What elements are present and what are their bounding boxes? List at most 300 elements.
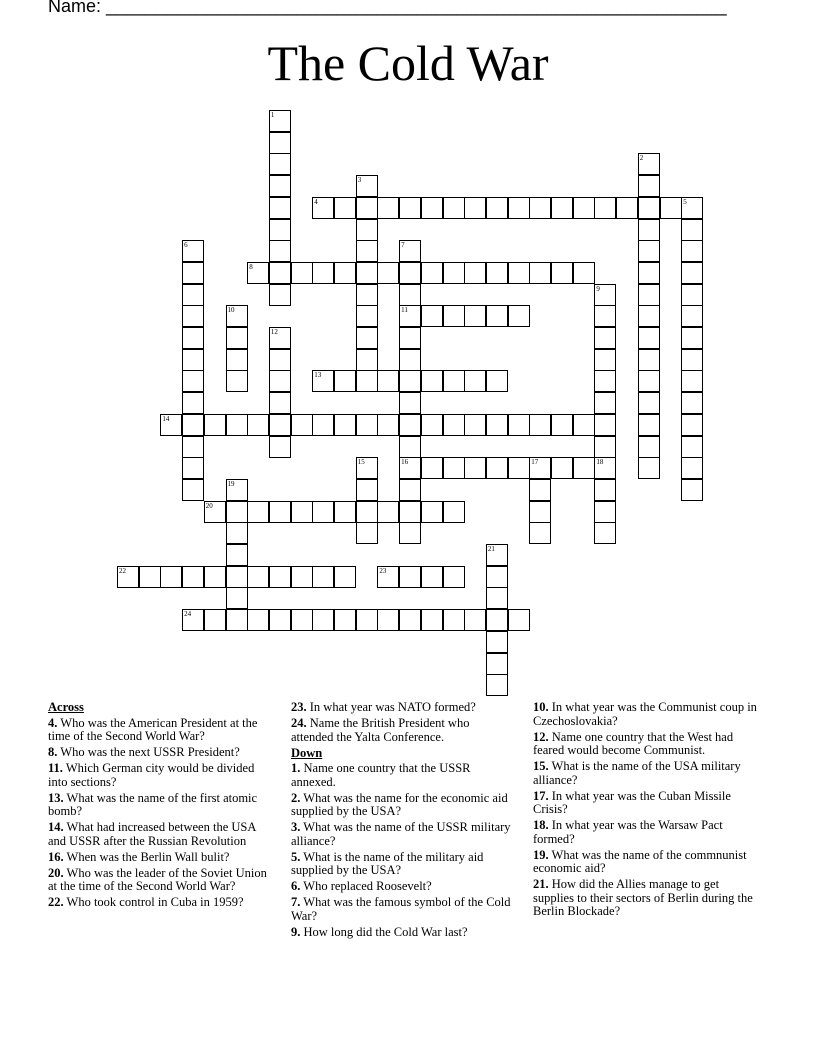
- grid-cell[interactable]: [638, 436, 660, 458]
- down-heading: Down: [291, 745, 323, 760]
- grid-cell[interactable]: [594, 284, 616, 306]
- clue-number: 14.: [48, 820, 64, 834]
- grid-cell[interactable]: [681, 436, 703, 458]
- clues-column-1: [48, 701, 270, 912]
- grid-cell[interactable]: [486, 197, 508, 219]
- clue-text: In what year was NATO formed?: [306, 700, 476, 714]
- grid-cell[interactable]: [594, 392, 616, 414]
- grid-cell[interactable]: [508, 414, 530, 436]
- grid-cell[interactable]: [182, 370, 204, 392]
- grid-cell[interactable]: [486, 370, 508, 392]
- grid-cell[interactable]: [399, 566, 421, 588]
- clue-number: 24.: [291, 716, 307, 730]
- grid-cell[interactable]: [139, 566, 161, 588]
- grid-cell[interactable]: [269, 327, 291, 349]
- grid-cell[interactable]: [226, 327, 248, 349]
- grid-cell[interactable]: [377, 501, 399, 523]
- grid-cell[interactable]: [399, 522, 421, 544]
- grid-cell[interactable]: [182, 414, 204, 436]
- grid-cell[interactable]: [226, 544, 248, 566]
- grid-cell[interactable]: [573, 262, 595, 284]
- across-clue: [291, 701, 513, 715]
- grid-cell[interactable]: [334, 501, 356, 523]
- grid-cell[interactable]: [638, 262, 660, 284]
- grid-cell[interactable]: [681, 392, 703, 414]
- grid-cell[interactable]: [334, 262, 356, 284]
- clue-number: 24: [184, 610, 192, 619]
- grid-cell[interactable]: [399, 479, 421, 501]
- grid-cell[interactable]: [226, 522, 248, 544]
- grid-cell[interactable]: [594, 305, 616, 327]
- across-clue: [291, 717, 513, 744]
- grid-cell[interactable]: [681, 327, 703, 349]
- grid-cell[interactable]: [421, 262, 443, 284]
- down-clue: [533, 849, 761, 876]
- grid-cell[interactable]: [529, 457, 551, 479]
- grid-cell[interactable]: [443, 305, 465, 327]
- grid-cell[interactable]: [399, 327, 421, 349]
- grid-cell[interactable]: [399, 609, 421, 631]
- grid-cell[interactable]: [269, 392, 291, 414]
- grid-cell[interactable]: [594, 327, 616, 349]
- clue-number: 2.: [291, 790, 301, 805]
- grid-cell[interactable]: [594, 370, 616, 392]
- grid-cell[interactable]: [551, 457, 573, 479]
- clue-text: Name one country that the USSR annexed.: [291, 761, 471, 789]
- clue-number: 20.: [48, 865, 64, 880]
- clue-text: What had increased between the USA and USSR after the Russian Revolution: [48, 820, 256, 848]
- grid-cell[interactable]: [529, 501, 551, 523]
- clue-number: 10: [227, 306, 235, 315]
- grid-cell[interactable]: [356, 479, 378, 501]
- grid-cell[interactable]: [573, 197, 595, 219]
- grid-cell[interactable]: [334, 197, 356, 219]
- across-clue: [48, 717, 270, 744]
- grid-cell[interactable]: [356, 522, 378, 544]
- grid-cell[interactable]: [443, 414, 465, 436]
- clues-column-2: [291, 701, 513, 942]
- grid-cell[interactable]: [377, 566, 399, 588]
- clue-text: Which German city would be divided into sections?: [48, 761, 255, 789]
- grid-cell[interactable]: [638, 414, 660, 436]
- clue-number: 12.: [533, 729, 549, 744]
- grid-cell[interactable]: [660, 197, 682, 219]
- grid-cell[interactable]: [182, 349, 204, 371]
- grid-cell[interactable]: [204, 566, 226, 588]
- grid-cell[interactable]: [312, 370, 334, 392]
- clue-number: 15.: [533, 759, 549, 773]
- grid-cell[interactable]: [486, 544, 508, 566]
- clue-text: What was the name of the first atomic bomb?: [48, 790, 258, 818]
- grid-cell[interactable]: [204, 501, 226, 523]
- clue-number: 1: [270, 111, 275, 119]
- grid-cell[interactable]: [399, 197, 421, 219]
- grid-cell[interactable]: [594, 414, 616, 436]
- grid-cell[interactable]: [681, 479, 703, 501]
- grid-cell[interactable]: [399, 262, 421, 284]
- grid-cell[interactable]: [334, 414, 356, 436]
- clue-number: 22: [119, 566, 126, 575]
- clue-text: What was the name of the commnunist economic aid?: [533, 847, 747, 875]
- grid-cell[interactable]: [226, 479, 248, 501]
- grid-cell[interactable]: [356, 305, 378, 327]
- grid-cell[interactable]: [681, 262, 703, 284]
- grid-cell[interactable]: [356, 327, 378, 349]
- grid-cell[interactable]: [312, 501, 334, 523]
- grid-cell[interactable]: [269, 153, 291, 175]
- clue-text: What was the name of the USSR military alliance?: [291, 820, 511, 848]
- grid-cell[interactable]: [182, 566, 204, 588]
- grid-cell[interactable]: [551, 262, 573, 284]
- clue-number: 7: [401, 241, 405, 250]
- clue-number: 6: [184, 241, 188, 250]
- grid-cell[interactable]: [160, 414, 182, 436]
- grid-cell[interactable]: [638, 153, 660, 175]
- clue-text: How long did the Cold War last?: [300, 924, 468, 939]
- grid-cell[interactable]: [529, 479, 551, 501]
- clue-text: In what year was the Cuban Missile Crisis?: [533, 788, 731, 816]
- grid-cell[interactable]: [551, 197, 573, 219]
- grid-cell[interactable]: [486, 674, 508, 696]
- grid-cell[interactable]: [681, 349, 703, 371]
- grid-cell[interactable]: [291, 566, 313, 588]
- grid-cell[interactable]: [226, 414, 248, 436]
- clue-text: Who was the American President at the time of the Second World War?: [48, 715, 258, 743]
- grid-cell[interactable]: [269, 262, 291, 284]
- grid-cell[interactable]: [638, 457, 660, 479]
- clue-text: How did the Allies manage to get supplies to their sectors of Berlin during the Berlin Blockade?: [533, 877, 753, 918]
- grid-cell[interactable]: [182, 284, 204, 306]
- grid-cell[interactable]: [269, 349, 291, 371]
- grid-cell[interactable]: [226, 609, 248, 631]
- grid-cell[interactable]: [226, 349, 248, 371]
- grid-cell[interactable]: [399, 370, 421, 392]
- clue-number: 20: [205, 501, 213, 510]
- clue-text: In what year was the Communist coup in Czechoslovakia?: [533, 700, 757, 728]
- grid-cell[interactable]: [681, 414, 703, 436]
- grid-cell[interactable]: [399, 436, 421, 458]
- grid-cell[interactable]: [508, 197, 530, 219]
- grid-cell[interactable]: [399, 240, 421, 262]
- grid-cell[interactable]: [226, 370, 248, 392]
- down-clue: [533, 760, 761, 787]
- grid-cell[interactable]: [182, 392, 204, 414]
- down-clue: [291, 880, 513, 894]
- grid-cell[interactable]: [443, 501, 465, 523]
- grid-cell[interactable]: [638, 197, 660, 219]
- grid-cell[interactable]: [182, 327, 204, 349]
- page-title: The Cold War: [267, 35, 549, 91]
- grid-cell[interactable]: [443, 370, 465, 392]
- down-clue: [291, 851, 513, 878]
- clue-text: What is the name of the USA military alliance?: [533, 759, 741, 787]
- grid-cell[interactable]: [204, 414, 226, 436]
- across-clue: [48, 867, 270, 894]
- clue-number: 2: [639, 154, 644, 163]
- clue-number: 15: [357, 458, 365, 467]
- clue-text: Who replaced Roosevelt?: [300, 879, 432, 893]
- grid-cell[interactable]: [594, 501, 616, 523]
- grid-cell[interactable]: [182, 262, 204, 284]
- grid-cell[interactable]: [269, 609, 291, 631]
- grid-cell[interactable]: [486, 566, 508, 588]
- grid-cell[interactable]: [399, 305, 421, 327]
- down-clue: [291, 896, 513, 923]
- grid-cell[interactable]: [312, 262, 334, 284]
- grid-cell[interactable]: [399, 392, 421, 414]
- grid-cell[interactable]: [182, 240, 204, 262]
- across-clue: [48, 821, 270, 848]
- grid-cell[interactable]: [356, 457, 378, 479]
- grid-cell[interactable]: [356, 197, 378, 219]
- grid-cell[interactable]: [464, 262, 486, 284]
- down-clue: [533, 731, 761, 758]
- grid-cell[interactable]: [486, 457, 508, 479]
- grid-cell[interactable]: [464, 414, 486, 436]
- grid-cell[interactable]: [399, 349, 421, 371]
- grid-cell[interactable]: [421, 197, 443, 219]
- grid-cell[interactable]: [681, 219, 703, 241]
- clue-number: 19: [227, 479, 235, 488]
- grid-cell[interactable]: [182, 436, 204, 458]
- grid-cell[interactable]: [356, 370, 378, 392]
- grid-cell[interactable]: [226, 587, 248, 609]
- grid-cell[interactable]: [508, 262, 530, 284]
- grid-cell[interactable]: [616, 197, 638, 219]
- grid-cell[interactable]: [269, 132, 291, 154]
- grid-cell[interactable]: [529, 414, 551, 436]
- grid-cell[interactable]: [247, 501, 269, 523]
- grid-cell[interactable]: [377, 414, 399, 436]
- grid-cell[interactable]: [464, 457, 486, 479]
- grid-cell[interactable]: [529, 262, 551, 284]
- grid-cell[interactable]: [681, 457, 703, 479]
- clue-text: When was the Berlin Wall bulit?: [63, 849, 230, 864]
- grid-cell[interactable]: [638, 349, 660, 371]
- grid-cell[interactable]: [551, 414, 573, 436]
- grid-cell[interactable]: [421, 501, 443, 523]
- grid-cell[interactable]: [681, 370, 703, 392]
- grid-cell[interactable]: [421, 457, 443, 479]
- grid-cell[interactable]: [356, 284, 378, 306]
- clue-text: In what year was the Warsaw Pact formed?: [533, 818, 723, 846]
- grid-cell[interactable]: [269, 284, 291, 306]
- grid-cell[interactable]: [508, 609, 530, 631]
- grid-cell[interactable]: [508, 305, 530, 327]
- grid-cell[interactable]: [399, 284, 421, 306]
- grid-cell[interactable]: [204, 609, 226, 631]
- grid-cell[interactable]: [508, 457, 530, 479]
- clue-text: What is the name of the military aid supplied by the USA?: [291, 849, 484, 877]
- grid-cell[interactable]: [594, 349, 616, 371]
- grid-cell[interactable]: [486, 305, 508, 327]
- grid-cell[interactable]: [638, 370, 660, 392]
- clue-number: 19.: [533, 847, 549, 862]
- grid-cell[interactable]: [681, 284, 703, 306]
- grid-cell[interactable]: [638, 305, 660, 327]
- grid-cell[interactable]: [573, 414, 595, 436]
- down-clue: [533, 790, 761, 817]
- down-clue: [291, 792, 513, 819]
- grid-cell[interactable]: [356, 501, 378, 523]
- grid-cell[interactable]: [681, 305, 703, 327]
- grid-cell[interactable]: [247, 566, 269, 588]
- grid-cell[interactable]: [377, 370, 399, 392]
- grid-cell[interactable]: [356, 414, 378, 436]
- grid-cell[interactable]: [681, 197, 703, 219]
- clue-text: Who was the leader of the Soviet Union at the time of the Second World War?: [48, 865, 267, 893]
- grid-cell[interactable]: [356, 240, 378, 262]
- grid-cell[interactable]: [269, 219, 291, 241]
- grid-cell[interactable]: [356, 349, 378, 371]
- grid-cell[interactable]: [594, 197, 616, 219]
- grid-cell[interactable]: [464, 370, 486, 392]
- grid-cell[interactable]: [421, 609, 443, 631]
- grid-cell[interactable]: [638, 175, 660, 197]
- clue-number: 12: [270, 328, 278, 336]
- grid-cell[interactable]: [486, 631, 508, 653]
- grid-cell[interactable]: [486, 609, 508, 631]
- clue-number: 17.: [533, 788, 549, 803]
- grid-cell[interactable]: [226, 566, 248, 588]
- grid-cell[interactable]: [160, 566, 182, 588]
- grid-cell[interactable]: [312, 566, 334, 588]
- grid-cell[interactable]: [117, 566, 139, 588]
- grid-cell[interactable]: [269, 197, 291, 219]
- clue-number: 9: [596, 284, 600, 293]
- clue-number: 10.: [533, 700, 549, 714]
- grid-cell[interactable]: [399, 501, 421, 523]
- grid-cell[interactable]: [638, 327, 660, 349]
- grid-cell[interactable]: [421, 566, 443, 588]
- clue-number: 16.: [48, 849, 64, 864]
- grid-cell[interactable]: [291, 262, 313, 284]
- grid-cell[interactable]: [486, 414, 508, 436]
- grid-cell[interactable]: [638, 219, 660, 241]
- grid-cell[interactable]: [312, 197, 334, 219]
- across-clue: [48, 792, 270, 819]
- clue-number: 14: [162, 414, 170, 423]
- clue-number: 22.: [48, 895, 64, 909]
- grid-cell[interactable]: [443, 262, 465, 284]
- clue-text: Name one country that the West had feared would become Communist.: [533, 729, 734, 757]
- clue-number: 6.: [291, 879, 301, 893]
- grid-cell[interactable]: [421, 305, 443, 327]
- clue-number: 7.: [291, 895, 301, 909]
- grid-cell[interactable]: [269, 566, 291, 588]
- grid-cell[interactable]: [573, 457, 595, 479]
- grid-cell[interactable]: [291, 414, 313, 436]
- grid-cell[interactable]: [443, 457, 465, 479]
- grid-cell[interactable]: [399, 414, 421, 436]
- grid-cell[interactable]: [226, 305, 248, 327]
- grid-cell[interactable]: [226, 501, 248, 523]
- grid-cell[interactable]: [182, 479, 204, 501]
- clue-number: 3.: [291, 820, 301, 834]
- grid-cell[interactable]: [334, 370, 356, 392]
- grid-cell[interactable]: [247, 414, 269, 436]
- grid-cell[interactable]: [529, 522, 551, 544]
- grid-cell[interactable]: [486, 262, 508, 284]
- grid-cell[interactable]: [334, 566, 356, 588]
- grid-cell[interactable]: [269, 110, 291, 132]
- grid-cell[interactable]: [486, 653, 508, 675]
- grid-cell[interactable]: [269, 370, 291, 392]
- grid-cell[interactable]: [312, 414, 334, 436]
- grid-cell[interactable]: [464, 609, 486, 631]
- grid-cell[interactable]: [443, 197, 465, 219]
- clue-number: 8.: [48, 745, 58, 759]
- clue-number: 5.: [291, 849, 301, 864]
- grid-cell[interactable]: [464, 197, 486, 219]
- grid-cell[interactable]: [182, 305, 204, 327]
- grid-cell[interactable]: [594, 479, 616, 501]
- name-field[interactable]: Name: ______________________________________________________________: [48, 0, 727, 16]
- grid-cell[interactable]: [182, 457, 204, 479]
- clue-number: 4: [314, 197, 318, 206]
- grid-cell[interactable]: [269, 414, 291, 436]
- grid-cell[interactable]: [421, 370, 443, 392]
- grid-cell[interactable]: [291, 501, 313, 523]
- grid-cell[interactable]: [443, 566, 465, 588]
- grid-cell[interactable]: [399, 457, 421, 479]
- grid-cell[interactable]: [681, 240, 703, 262]
- grid-cell[interactable]: [638, 392, 660, 414]
- grid-cell[interactable]: [269, 175, 291, 197]
- grid-cell[interactable]: [356, 175, 378, 197]
- grid-cell[interactable]: [356, 609, 378, 631]
- clue-number: 21.: [533, 877, 549, 891]
- grid-cell[interactable]: [377, 262, 399, 284]
- grid-cell[interactable]: [486, 587, 508, 609]
- grid-cell[interactable]: [377, 609, 399, 631]
- across-clue: [48, 746, 270, 760]
- grid-cell[interactable]: [443, 609, 465, 631]
- grid-cell[interactable]: [377, 197, 399, 219]
- grid-cell[interactable]: [464, 305, 486, 327]
- grid-cell[interactable]: [334, 609, 356, 631]
- grid-cell[interactable]: [312, 609, 334, 631]
- grid-cell[interactable]: [421, 414, 443, 436]
- clue-number: 4.: [48, 715, 58, 730]
- clue-number: 13.: [48, 790, 64, 805]
- clue-number: 18.: [533, 818, 549, 832]
- clue-number: 17: [531, 458, 539, 467]
- grid-cell[interactable]: [356, 262, 378, 284]
- across-clue: [48, 896, 270, 910]
- across-heading: Across: [48, 700, 84, 714]
- grid-cell[interactable]: [638, 240, 660, 262]
- grid-cell[interactable]: [269, 501, 291, 523]
- grid-cell[interactable]: [594, 436, 616, 458]
- grid-cell[interactable]: [291, 609, 313, 631]
- grid-cell[interactable]: [247, 262, 269, 284]
- grid-cell[interactable]: [247, 609, 269, 631]
- clue-number: 5: [683, 197, 687, 206]
- down-clue: [533, 878, 761, 919]
- grid-cell[interactable]: [529, 197, 551, 219]
- grid-cell[interactable]: [269, 436, 291, 458]
- clue-number: 3: [357, 176, 362, 185]
- grid-cell[interactable]: [594, 457, 616, 479]
- clue-number: 18: [596, 458, 604, 467]
- grid-cell[interactable]: [269, 240, 291, 262]
- grid-cell[interactable]: [638, 284, 660, 306]
- grid-cell[interactable]: [182, 609, 204, 631]
- grid-cell[interactable]: [356, 219, 378, 241]
- grid-cell[interactable]: [594, 522, 616, 544]
- clue-number: 21: [487, 545, 495, 553]
